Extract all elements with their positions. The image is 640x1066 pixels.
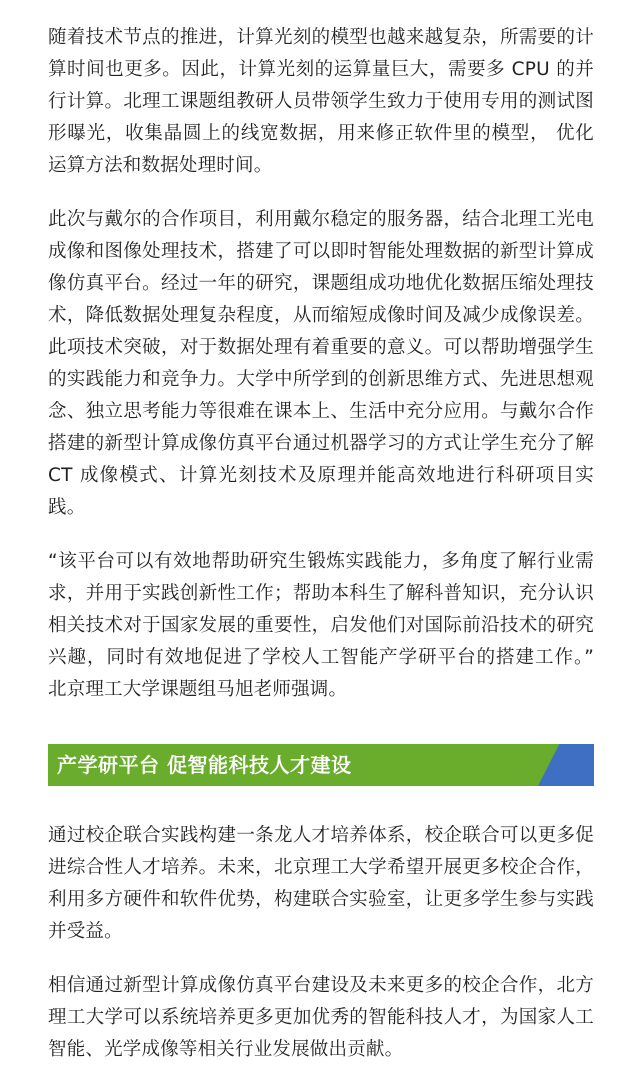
- paragraph-talent-training: 通过校企联合实践构建一条龙人才培养体系，校企联合可以更多促进综合性人才培养。未来，北京理工大学希望开展更多校企合作，利用多方硬件和软件优势，构建联合实验室，让更多学生参与实践并受益。: [48, 825, 594, 942]
- paragraph-teacher-quote: “该平台可以有效地帮助研究生锻炼实践能力，多角度了解行业需求，并用于实践创新性工作；帮助本科生了解科普知识，充分认识相关技术对于国家发展的重要性，启发他们对国际前沿技术的研究兴趣，同时有效地促进了学校人工智能产学研平台的搭建工作。” 北京理工大学课题组马旭老师强调。: [48, 551, 594, 700]
- paragraph-computational-lithography: 随着技术节点的推进，计算光刻的模型也越来越复杂，所需要的计算时间也更多。因此，计算光刻的运算量巨大，需要多 CPU 的并行计算。北理工课题组教研人员带领学生致力于使用专用的测试图形曝光，收集晶圆上的线宽数据，用来修正软件里的模型， 优化运算方法和数据处理时间。: [48, 27, 594, 176]
- article-body: [48, 22, 594, 1066]
- paragraph-dell-cooperation: 此次与戴尔的合作项目，利用戴尔稳定的服务器，结合北理工光电成像和图像处理技术，搭建了可以即时智能处理数据的新型计算成像仿真平台。经过一年的研究，课题组成功地优化数据压缩处理技术，降低数据处理复杂程度，从而缩短成像时间及减少成像误差。此项技术突破，对于数据处理有着重要的意义。可以帮助增强学生的实践能力和竞争力。大学中所学到的创新思维方式、先进思想观念、独立思考能力等很难在课本上、生活中充分应用。与戴尔合作搭建的新型计算成像仿真平台通过机器学习的方式让学生充分了解 CT 成像模式、计算光刻技术及原理并能高效地进行科研项目实践。: [48, 209, 594, 518]
- section-header-accent-shape: [538, 744, 594, 786]
- section-title: 产学研平台 促智能科技人才建设: [57, 753, 352, 777]
- paragraph-conclusion: 相信通过新型计算成像仿真平台建设及未来更多的校企合作，北方理工大学可以系统培养更多更加优秀的智能科技人才，为国家人工智能、光学成像等相关行业发展做出贡献。: [48, 975, 594, 1060]
- section-header: [48, 744, 594, 786]
